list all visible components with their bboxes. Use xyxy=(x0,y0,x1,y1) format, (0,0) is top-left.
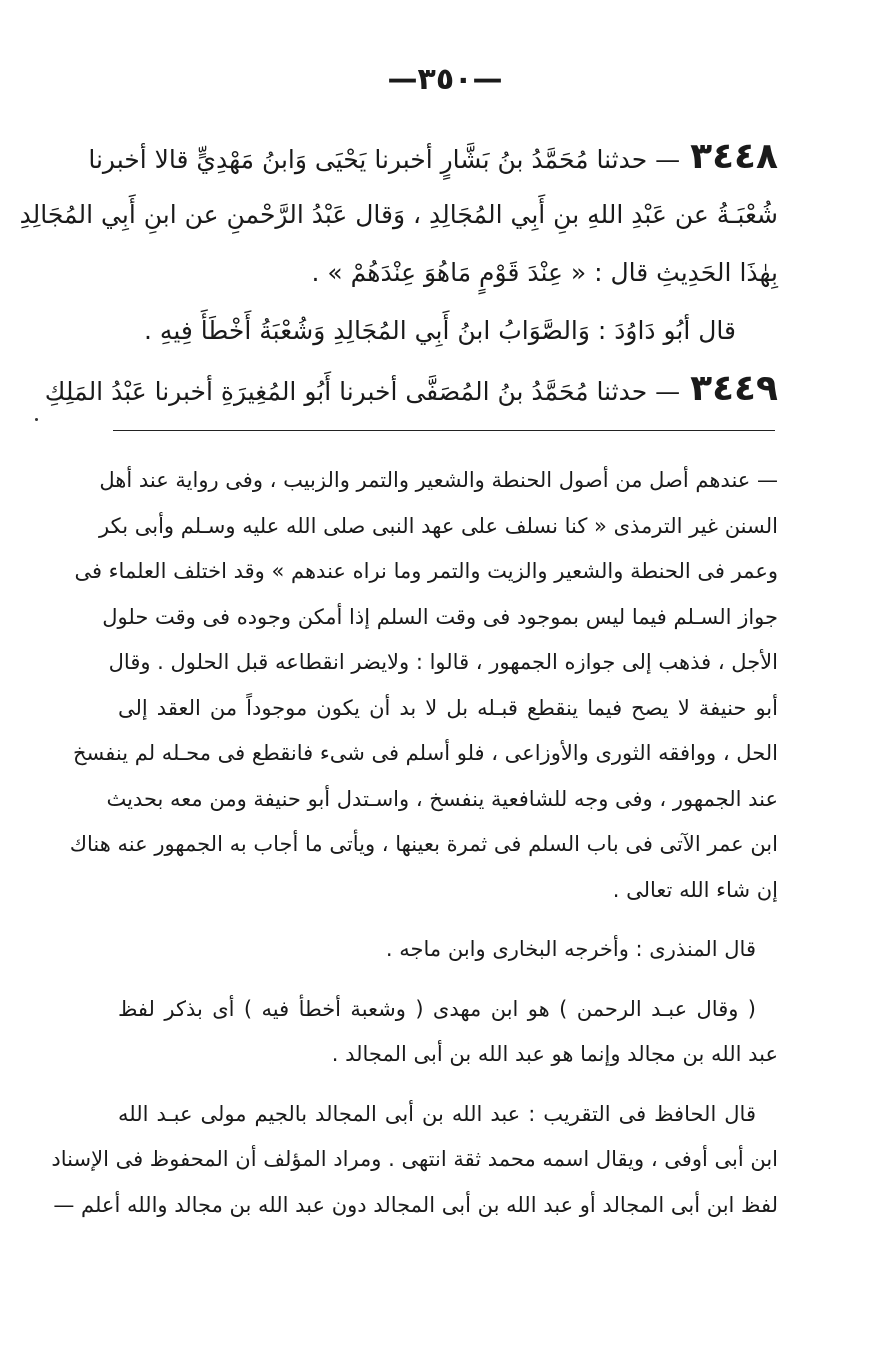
hadith-number: ٣٤٤٩ xyxy=(690,368,778,409)
hadith-line xyxy=(106,244,778,302)
hadith-text-block xyxy=(19,128,778,418)
commentary-line: جواز السـلم فيما ليس بموجود فى وقت السلم إذا أمكن وجوده فى وقت حلول xyxy=(102,604,778,629)
commentary-line: وعمر فى الحنطة والشعير والزيت والتمر وما نراه عندهم » وقد اختلف العلماء فى xyxy=(74,559,778,583)
hadith-line-text: بِهٰذَا الحَدِيثِ قال : « عِنْدَ قَوْمٍ مَاهُوَ عِنْدَهُمْ » . xyxy=(311,258,778,287)
hadith-line-text: شُعْبَـةُ عن عَبْدِ اللهِ بنِ أَبِي المُجَالِدِ ، وَقال عَبْدُ الرَّحْمنِ عن ابنِ أَبِي المُجَالِدِ xyxy=(19,200,778,229)
commentary-line: أبو حنيفة لا يصح فيما ينقطع قبـله بل لا بد أن يكون موجوداً من العقد إلى xyxy=(118,695,778,720)
commentary-line: ( وقال عبـد الرحمن ) هو ابن مهدى ( وشعبة أخطأ فيه ) أى بذكر لفظ xyxy=(118,996,756,1021)
commentary-line: الأجل ، فذهب إلى جوازه الجمهور ، قالوا : ولايضر انقطاعه قبل الحلول . وقال xyxy=(108,650,778,674)
commentary-line: — عندهم أصل من أصول الحنطة والشعير والتمر والزبيب ، وفى رواية عند أهل xyxy=(99,468,778,492)
hadith-line-text: — حدثنا مُحَمَّدُ بنُ المُصَفَّى أخبرنا أَبُو المُغِيرَةِ أخبرنا عَبْدُ المَلِكِ xyxy=(44,377,681,406)
hadith-line xyxy=(88,128,778,186)
hadith-line xyxy=(19,186,778,244)
hadith-line xyxy=(44,360,778,418)
hadith-number: ٣٤٤٨ xyxy=(690,136,778,177)
commentary-line: الحل ، ووافقه الثورى والأوزاعى ، فلو أسلم فى شىء فانقطع فى محـله لم ينفسخ xyxy=(72,741,778,765)
commentary-line: السنن غير الترمذى « كنا نسلف على عهد النبى صلى الله عليه وسـلم وأبى بكر xyxy=(99,513,778,538)
commentary-line: لفظ ابن أبى المجالد أو عبد الله بن أبى المجالد دون عبد الله بن مجالد والله أعلم — xyxy=(53,1192,778,1217)
commentary-block xyxy=(51,458,778,1228)
stray-mark xyxy=(35,418,38,421)
commentary-line: عبد الله بن مجالد وإنما هو عبد الله بن أبى المجالد . xyxy=(331,1042,778,1066)
commentary-line: ابن عمر الآتى فى باب السلم فى ثمرة بعينها ، ويأتى ما أجاب به الجمهور عنه هناك xyxy=(69,832,778,856)
page-number: —٣٥٠— xyxy=(387,62,503,97)
hadith-line xyxy=(106,302,778,360)
commentary-line: قال الحافظ فى التقريب : عبد الله بن أبى المجالد بالجيم مولى عبـد الله xyxy=(118,1101,756,1126)
commentary-line: قال المنذرى : وأخرجه البخارى وابن ماجه . xyxy=(385,937,756,961)
commentary-line: ابن أبى أوفى ، ويقال اسمه محمد ثقة انتهى . ومراد المؤلف أن المحفوظ فى الإسناد xyxy=(51,1147,778,1171)
hadith-line-text: — حدثنا مُحَمَّدُ بنُ بَشَّارٍ أخبرنا يَحْيَى وَابنُ مَهْدِيٍّ قالا أخبرنا xyxy=(88,145,681,174)
commentary-line: إن شاء الله تعالى . xyxy=(612,877,778,902)
hadith-line-text: قال أبُو دَاوُدَ : وَالصَّوَابُ ابنُ أَبِي المُجَالِدِ وَشُعْبَةُ أَخْطَأَ فِيهِ . xyxy=(144,316,736,345)
commentary-line: عند الجمهور ، وفى وجه للشافعية ينفسخ ، واسـتدل أبو حنيفة ومن معه بحديث xyxy=(106,786,778,811)
footnote-divider xyxy=(113,430,775,431)
